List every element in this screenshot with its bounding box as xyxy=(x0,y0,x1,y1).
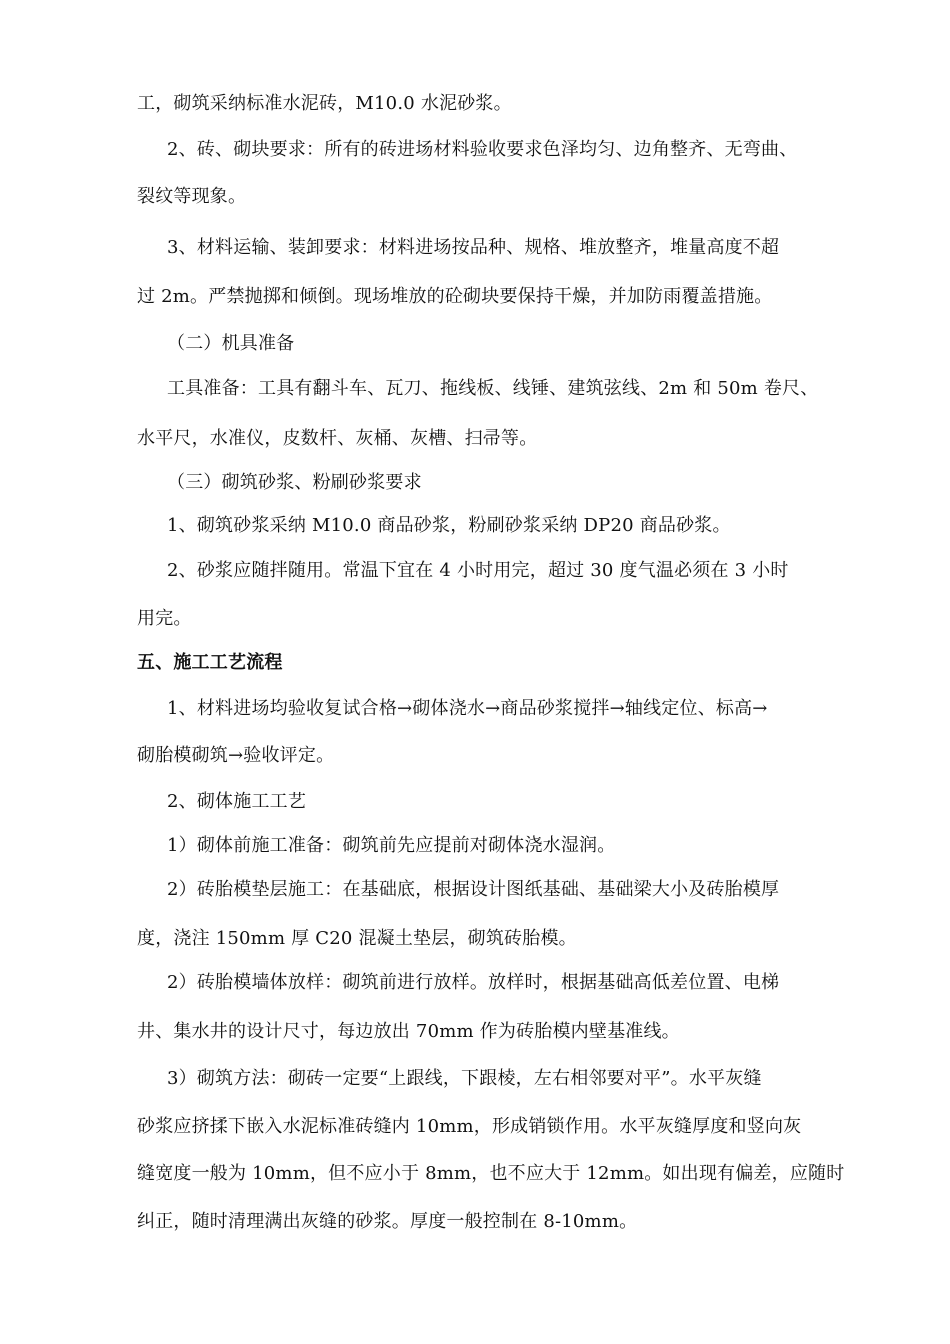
text-line: 砂浆应挤揉下嵌入水泥标准砖缝内 10mm，形成销锁作用。水平灰缝厚度和竖向灰 xyxy=(137,1116,802,1137)
text-line: 用完。 xyxy=(137,608,192,629)
text-line: 缝宽度一般为 10mm，但不应小于 8mm，也不应大于 12mm。如出现有偏差，应随时 xyxy=(137,1163,845,1184)
text-line: 1、砌筑砂浆采纳 M10.0 商品砂浆，粉刷砂浆采纳 DP20 商品砂浆。 xyxy=(167,515,731,536)
text-line: 工，砌筑采纳标准水泥砖，M10.0 水泥砂浆。 xyxy=(137,93,512,114)
text-line: 2、砂浆应随拌随用。常温下宜在 4 小时用完，超过 30 度气温必须在 3 小时 xyxy=(167,560,789,581)
text-line: 水平尺，水准仪，皮数杆、灰桶、灰槽、扫帚等。 xyxy=(137,428,538,449)
section-subheading: （二）机具准备 xyxy=(167,333,295,354)
text-line: 2）砖胎模垫层施工：在基础底，根据设计图纸基础、基础梁大小及砖胎模厚 xyxy=(167,879,780,900)
text-line: 工具准备：工具有翻斗车、瓦刀、拖线板、线锤、建筑弦线、2m 和 50m 卷尺、 xyxy=(167,378,819,399)
text-line: 1）砌体前施工准备：砌筑前先应提前对砌体浇水湿润。 xyxy=(167,835,616,856)
text-line: 2、砖、砌块要求：所有的砖进场材料验收要求色泽均匀、边角整齐、无弯曲、 xyxy=(167,139,798,160)
section-subheading: （三）砌筑砂浆、粉刷砂浆要求 xyxy=(167,472,422,493)
text-line: 度，浇注 150mm 厚 C20 混凝土垫层，砌筑砖胎模。 xyxy=(137,928,577,949)
text-line: 砌胎模砌筑→验收评定。 xyxy=(137,745,335,766)
text-line: 过 2m。严禁抛掷和倾倒。现场堆放的砼砌块要保持干燥，并加防雨覆盖措施。 xyxy=(137,286,773,307)
text-line: 裂纹等现象。 xyxy=(137,186,247,207)
text-line: 3、材料运输、装卸要求：材料进场按品种、规格、堆放整齐，堆量高度不超 xyxy=(167,237,780,258)
text-line: 2、砌体施工工艺 xyxy=(167,791,307,812)
text-line: 井、集水井的设计尺寸，每边放出 70mm 作为砖胎模内壁基准线。 xyxy=(137,1021,680,1042)
text-line: 纠正，随时清理满出灰缝的砂浆。厚度一般控制在 8-10mm。 xyxy=(137,1211,638,1232)
section-heading: 五、施工工艺流程 xyxy=(137,652,283,673)
text-line: 1、材料进场均验收复试合格→砌体浇水→商品砂浆搅拌→轴线定位、标高→ xyxy=(167,698,768,719)
text-line: 2）砖胎模墙体放样：砌筑前进行放样。放样时，根据基础高低差位置、电梯 xyxy=(167,972,780,993)
text-line: 3）砌筑方法：砌砖一定要“上跟线，下跟棱，左右相邻要对平”。水平灰缝 xyxy=(167,1068,762,1089)
